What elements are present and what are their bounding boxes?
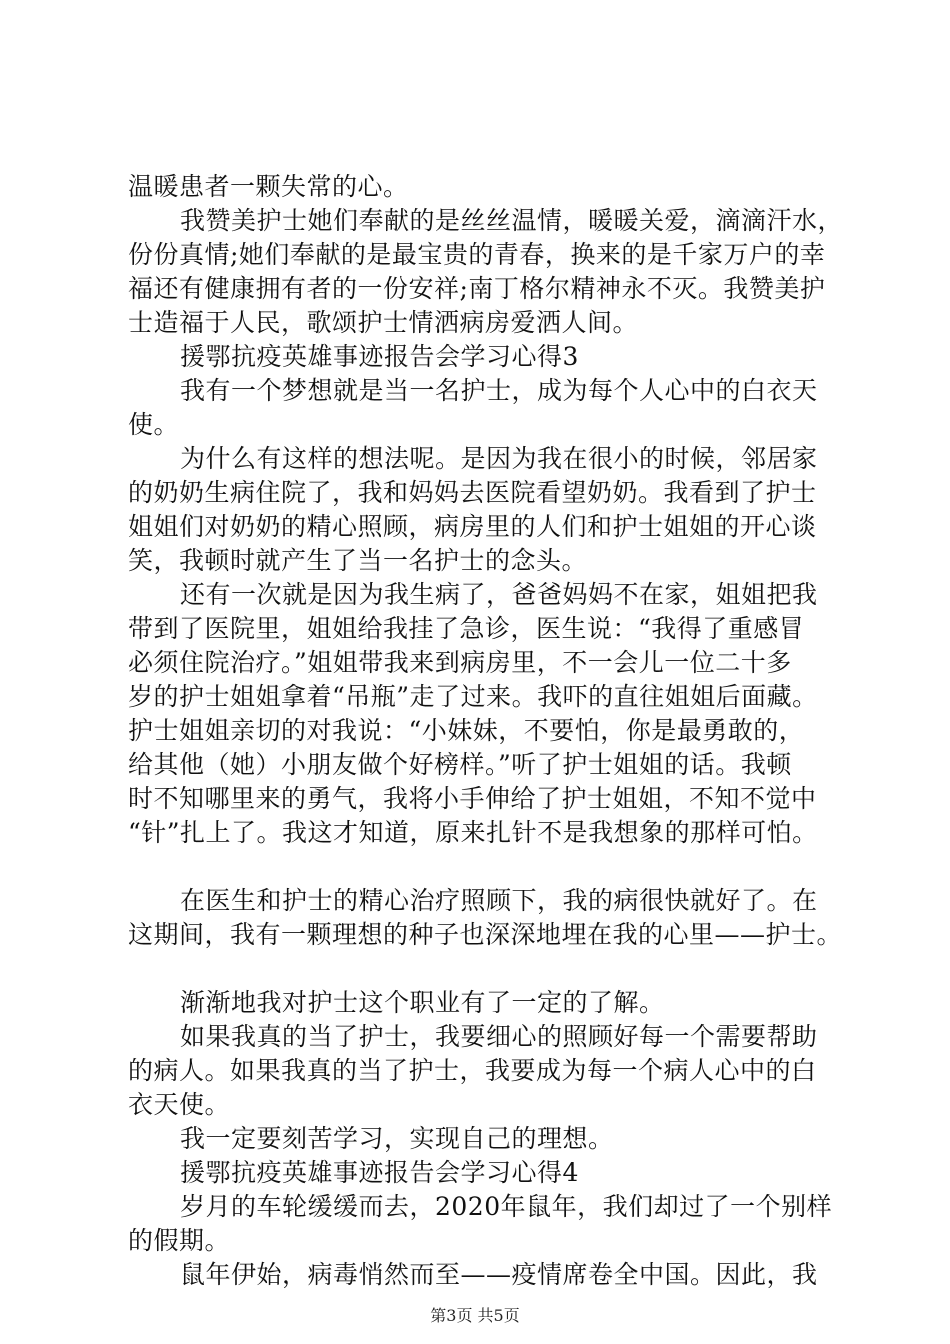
paragraph-start: 岁月的车轮缓缓而去，2020年鼠年，我们却过了一个别样 [180, 1192, 833, 1221]
paragraph-start: 我赞美护士她们奉献的是丝丝温情，暖暖关爱，滴滴汗水， [180, 206, 844, 235]
text-line: 的假期。 [128, 1226, 231, 1255]
text-line: 福还有健康拥有者的一份安祥;南丁格尔精神永不灭。我赞美护 [128, 274, 826, 303]
paragraph-start: 我一定要刻苦学习，实现自己的理想。 [180, 1124, 614, 1153]
text-line: 带到了医院里，姐姐给我挂了急诊，医生说：“我得了重感冒 [128, 614, 805, 643]
text-line: “针”扎上了。我这才知道，原来扎针不是我想象的那样可怕。 [128, 818, 818, 847]
text-line: 使。 [128, 410, 180, 439]
text-line: 岁的护士姐姐拿着“吊瓶”走了过来。我吓的直往姐姐后面藏。 [128, 682, 818, 711]
text-line: 衣天使。 [128, 1090, 231, 1119]
paragraph-start: 在医生和护士的精心治疗照顾下，我的病很快就好了。在 [180, 886, 818, 915]
paragraph-start: 还有一次就是因为我生病了，爸爸妈妈不在家，姐姐把我 [180, 580, 818, 609]
page-number-footer: 第3页 共5页 [430, 1306, 520, 1325]
paragraph-start: 如果我真的当了护士，我要细心的照顾好每一个需要帮助 [180, 1022, 818, 1051]
text-line: 护士姐姐亲切的对我说：“小妹妹，不要怕，你是最勇敢的， [128, 716, 805, 745]
text-line: 的病人。如果我真的当了护士，我要成为每一个病人心中的白 [128, 1056, 817, 1085]
text-line: 笑，我顿时就产生了当一名护士的念头。 [128, 546, 588, 575]
section-heading: 援鄂抗疫英雄事迹报告会学习心得3 [180, 342, 579, 371]
paragraph-start: 渐渐地我对护士这个职业有了一定的了解。 [180, 988, 665, 1017]
text-line: 这期间，我有一颗理想的种子也深深地埋在我的心里——护士。 [128, 920, 843, 949]
text-line: 给其他（她）小朋友做个好榜样。”听了护士姐姐的话。我顿 [128, 750, 792, 779]
text-line: 必须住院治疗。”姐姐带我来到病房里，不一会儿一位二十多 [128, 648, 792, 677]
text-line: 士造福于人民，歌颂护士情洒病房爱洒人间。 [128, 308, 639, 337]
text-line: 温暖患者一颗失常的心。 [128, 172, 409, 201]
paragraph-start: 鼠年伊始，病毒悄然而至——疫情席卷全中国。因此，我 [180, 1260, 818, 1289]
section-heading: 援鄂抗疫英雄事迹报告会学习心得4 [180, 1158, 579, 1187]
text-line: 份份真情;她们奉献的是最宝贵的青春，换来的是千家万户的幸 [128, 240, 826, 269]
paragraph-start: 为什么有这样的想法呢。是因为我在很小的时候，邻居家 [180, 444, 818, 473]
paragraph-start: 我有一个梦想就是当一名护士，成为每个人心中的白衣天 [180, 376, 818, 405]
text-line: 时不知哪里来的勇气，我将小手伸给了护士姐姐，不知不觉中 [128, 784, 817, 813]
text-line: 姐姐们对奶奶的精心照顾，病房里的人们和护士姐姐的开心谈 [128, 512, 817, 541]
text-line: 的奶奶生病住院了，我和妈妈去医院看望奶奶。我看到了护士 [128, 478, 817, 507]
